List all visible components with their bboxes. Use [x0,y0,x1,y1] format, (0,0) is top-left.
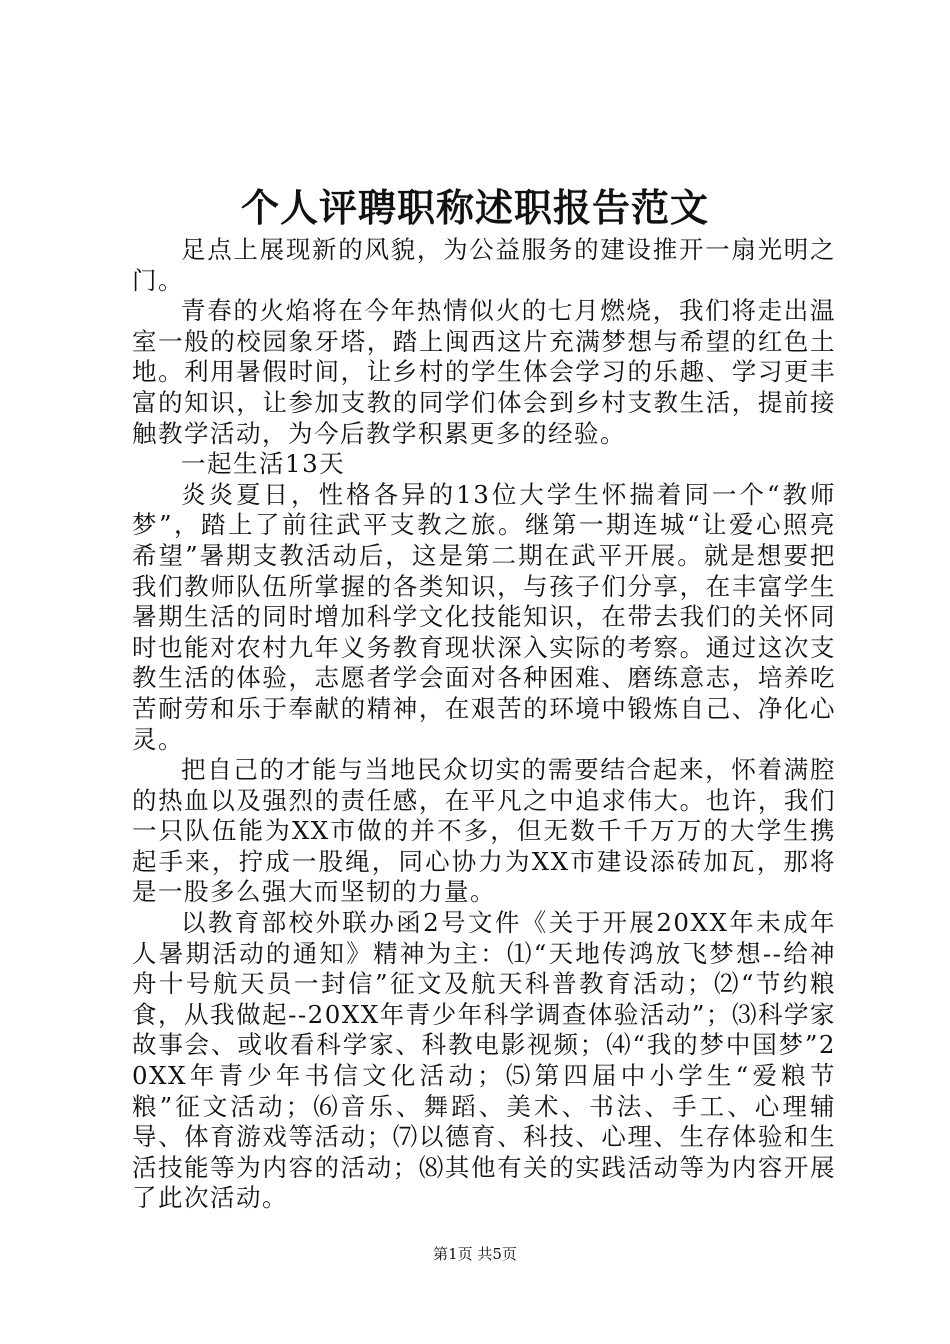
paragraph: 以教育部校外联办函2号文件《关于开展20XX年未成年人暑期活动的通知》精神为主：⑴“天地传鸿放飞梦想--给神舟十号航天员一封信”征文及航天科普教育活动；⑵“节约粮食，从我做起--20XX年青少年科学调查体验活动”；⑶科学家故事会、或收看科学家、科教电影视频；⑷“我的梦中国梦”20XX年青少年书信文化活动；⑸第四届中小学生“爱粮节粮”征文活动；⑹音乐、舞蹈、美术、书法、手工、心理辅导、体育游戏等活动；⑺以德育、科技、心理、生存体验和生活技能等为内容的活动；⑻其他有关的实践活动等为内容开展了此次活动。 [132,908,836,1213]
document-title: 个人评聘职称述职报告范文 [240,185,709,230]
paragraph: 把自己的才能与当地民众切实的需要结合起来，怀着满腔的热血以及强烈的责任感，在平凡之中追求伟大。也许，我们一只队伍能为XX市做的并不多，但无数千千万万的大学生携起手来，拧成一股绳，同心协力为XX市建设添砖加瓦，那将是一股多么强大而坚韧的力量。 [132,755,836,907]
paragraph: 青春的火焰将在今年热情似火的七月燃烧，我们将走出温室一般的校园象牙塔，踏上闽西这片充满梦想与希望的红色土地。利用暑假时间，让乡村的学生体会学习的乐趣、学习更丰富的知识，让参加支教的同学们体会到乡村支教生活，提前接触教学活动，为今后教学积累更多的经验。 [132,296,836,448]
document-body [132,235,836,1214]
page-footer: 第1页 共5页 [433,1245,517,1263]
paragraph: 足点上展现新的风貌，为公益服务的建设推开一扇光明之门。 [132,235,836,295]
paragraph: 炎炎夏日，性格各异的13位大学生怀揣着同一个“教师梦”，踏上了前往武平支教之旅。继第一期连城“让爱心照亮希望”暑期支教活动后，这是第二期在武平开展。就是想要把我们教师队伍所掌握的各类知识，与孩子们分享，在丰富学生暑期生活的同时增加科学文化技能知识，在带去我们的关怀同时也能对农村九年义务教育现状深入实际的考察。通过这次支教生活的体验，志愿者学会面对各种困难、磨练意志，培养吃苦耐劳和乐于奉献的精神，在艰苦的环境中锻炼自己、净化心灵。 [132,479,836,754]
section-heading: 一起生活13天 [181,449,346,479]
